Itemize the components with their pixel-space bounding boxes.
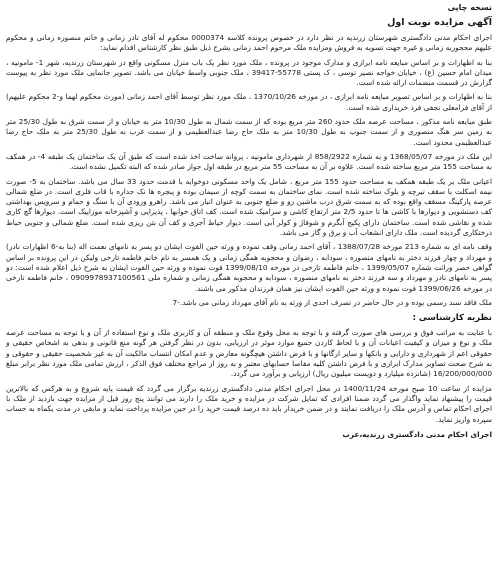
intro-paragraph: اجرای احکام مدنی دادگستری شهرستان زرندیه در نظر دارد در خصوص پرونده کلاسه 0000374 محکوم له آقای نادر زمانی و خانم منصوره زمانی و محکوم علیهم محجوریه زمانی و غیره جهت تسویه به فروش ومزایده ملک مرحوم احمد زمانی بشرح ذیل طبق نظر کارشناس اقدام نماید: [6,33,492,53]
notice-title: آگهی مزایده نوبت اول [387,17,492,28]
print-version-label: نسخه چاپی [447,3,492,12]
expert-opinion-title: نظریه کارشناسی : [412,313,492,324]
paragraph-7: ملک فاقد سند رسمی بوده و در حال حاضر در تصرف احدی از ورثه به نام آقای مهرداد زمانی می باشد.-7 [172,297,492,307]
paragraph-6: وقف نامه ای به شماره 213 مورخه 1388/07/28 ، آقای احمد زمانی وقف نموده و ورثه حین الفوت ایشان دو پسر به نامهای نعمت اله (بنا به-6 اظهارات نادر) و مهرداد و چهار فرزند دختر به نامهای منصوره ، سودابه ، رضوان و محجوبه همگی زمانی و یک همسر به نام خانم فاطمه تارخی ولیکن در این پرونده بر اساس گواهی حصر وراثت شماره 1399/05/07 ، خانم فاطمه تارخی در مورخه 1399/08/10 فوت نموده و ورثه حین الفوت ایشان به شرح ذیل اعلام شده است: دو پسر به نامهای نادر و مهرداد و سه فرزند دختر به نامهای منصوره ، سودابه و محجوبه همگی زمانی و شماره ملی 0909978937100561 ، خانم فاطمه تارخی در مورخه 1399/06/26 فوت نموده و ورثه حین الفوت ایشان نیز همان فرزندان مذکور می باشند. [6,242,493,293]
signature: اجرای احکام مدنی دادگستری زرندیه،عرب [342,429,492,439]
paragraph-4: این ملک در مورخه 1368/05/07 و به شماره 858/2922 از شهرداری مامونیه ، پروانه ساخت اخذ شده است که طبق آن یک ساختمان یک طبقه 4- در همکف به مساحت 155 متر مربع ساخته شده است. علاوه بر آن به مساحت 55 متر مربع در طبقه اول جواز صادر شده که البته تکمیل نشده است. [6,151,492,172]
auction-time-paragraph: مزایده از ساعت 10 صبح مورخه 1400/11/24 در محل اجرای احکام مدنی دادگستری زرندیه برگزار می گردد که قیمت پایه شروع و به هرکس که بالاترین قیمت را پیشنهاد نماید واگذار می گردد ضمنا افرادی که تمایل شرکت در مزایده و خرید ملک را دارند می توانند پنج روز قبل از مزایده جهت بازدید از ملک با اجرای احکام تماس و آدرس ملک را دریافت نمایند و در ضمن خریدار باید ده درصد قیمت خرید را در حین مزایده پرداخت نماید و مابقی در مدت یکماه به حساب سپرده واریز نماید. [6,383,492,424]
paragraph-2: بنا به اظهارات و بر اساس تصویر مبایعه نامه ابرازی ، در مورخه 1370/10/26 ، ملک مورد نظر توسط آقای احمد زمانی (مورث محکوم لهما و-2 محکوم علیهم) از آقای فرامعلی نجفی فرد خریداری شده است. [6,92,492,112]
expert-opinion-body: با عنایت به مراتب فوق و بررسی های صورت گرفته و با توجه به محل وقوع ملک و منطقه آن و کاربری ملک و نوع استفاده از آن و با توجه به مساحت عرصه ملک و نوع و میزان و کیفیت اعیانات آن و با لحاظ کاردن جمیع موارد موثر در ارزیابی، بدون در نظر گرفتن هر گونه منع قانونی و بدهی به اشخاص حقیقی و حقوقی اعم از شهرداری و دارایی و بانکها و سایر ارگانها و با فرض داشتن هیچگونه معارض و عدم امکان انتساب مالکیت آن به غیر شخصیت حقیقی و حقوقی و به شرح صحت تصاویر مدارک ابرازی و با فرض داشتن کلیه مفاصا حسابهای معتبر و به روز از مراجع مختلف فوق الذکر ، ارزش تمامی ملک مورد نظر برابر مبلغ 16/200/000/000 (شانزده میلیارد و دویست میلیون ریال) ارزیابی و برآورد می گردد. [6,328,492,379]
paragraph-1: بنا به اظهارات و بر اساس مبایعه نامه ابرازی و مدارک موجود در پرونده ، ملک مورد نظر یک باب منزل مسکونی واقع در شهرستان زرندیه، شهر 1- مامونیه ، میدان امام حسین (ع) ، خیابان خواجه نصیر توسی ، ک پستی 55778-39417 ، ملک جنوبی واسط خیابان می باشد. تصویر جانمایی ملک مورد نظر به پیوست گزارش در قسمت منضمات ارائه شده است. [6,57,492,88]
paragraph-5: اعیانی ملک بر یک طبقه همکف به مساحت حدود 155 متر مربع ، شامل یک واحد مسکونی دوخوابه با قدمت حدود 33 سال می باشد. ساختمان به 5- صورت نیمه اسکلت با سقف تیرچه و بلوک ساخته شده است. نمای ساختمان به سمت کوچه از سیمان بوده و پنجره ها نک جداره با قاب فلزی است. در ضلع شمالی عرصه پارکینگ مسقف واقع بوده که به سمت شرق درب ماشین رو و ضلع جنوبی به عنوان انبار می باشد. راهرو ورودی آن با سنگ و حمام و سرویس بهداشتی کف دستشویی و دیوارها با کاشی ها تا حدود 2/5 متر ارتفاع کاشی و سرامیک شده است. کف اتاق خوابها ، پذیرایی و آشپزخانه موزاییک است. دیوارها گچ کاری شده و نقاشی شده است. ساختمان دارای پکیج آبگرم و شوفاژ و کولر آبی است. دیوار حیاط آجری و کف آن بتن ریزی شده است. ضلع شمالی و جنوبی حیاط درختکاری گردیده است. ملک دارای انشعاب آب و برق و گاز می باشد. [6,176,492,238]
paragraph-3: طبق مبایعه نامه مذکور ، مساحت عرصه ملک حدود 260 متر مربع بوده که از سمت شمال به طول 10/30 متر به خیابان و از سمت شرق به طول 25/30 متر به زمین سر هنگ منصوری و از سمت جنوب به طول 10/30 متر به ملک حاج رضا عبدالعظیمی و از سمت غرب به طول 25/30 متر به ملک حاج رضا عبدالعظیمی محدود است. [6,117,493,147]
